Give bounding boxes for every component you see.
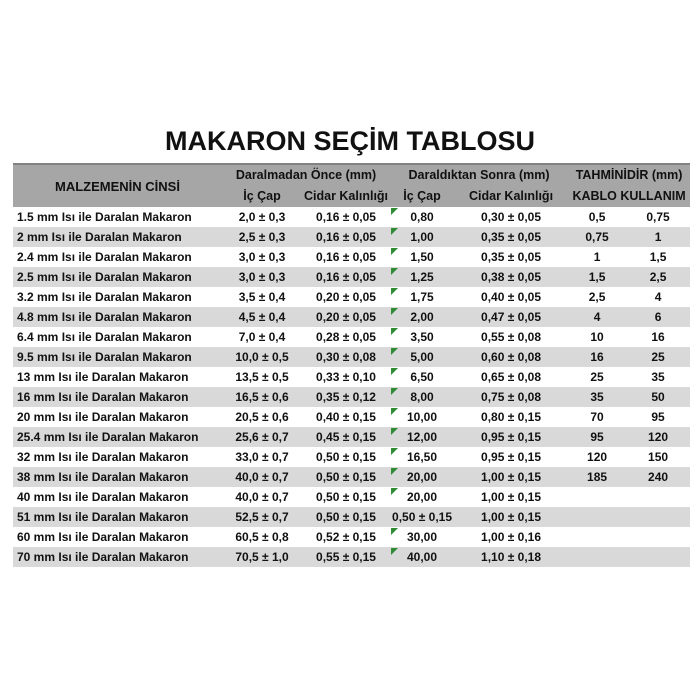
cell-corner-flag-icon bbox=[391, 268, 398, 275]
table-row bbox=[13, 327, 690, 347]
cell-corner-flag-icon bbox=[391, 348, 398, 355]
header-estimate-group: TAHMİNİDİR (mm) bbox=[568, 164, 690, 186]
material-cell: 16 mm Isı ile Daralan Makaron bbox=[13, 387, 222, 407]
table-body bbox=[13, 207, 690, 567]
cell-corner-flag-icon bbox=[391, 408, 398, 415]
table-row bbox=[13, 387, 690, 407]
cable-max-cell: 6 bbox=[626, 307, 690, 327]
material-cell: 13 mm Isı ile Daralan Makaron bbox=[17, 370, 189, 384]
before-wall-thickness-cell: 0,45 ± 0,15 bbox=[302, 427, 390, 447]
after-inner-diameter-cell: 40,00 bbox=[390, 547, 454, 567]
after-wall-thickness-cell: 0,80 ± 0,15 bbox=[481, 410, 541, 424]
after-wall-thickness-cell: 1,00 ± 0,15 bbox=[481, 490, 541, 504]
material-cell: 4.8 mm Isı ile Daralan Makaron bbox=[13, 307, 222, 327]
cable-max-cell bbox=[626, 507, 690, 527]
before-inner-diameter-cell: 52,5 ± 0,7 bbox=[222, 507, 302, 527]
table-header bbox=[13, 164, 690, 207]
before-inner-diameter-cell: 3,0 ± 0,3 bbox=[222, 267, 302, 287]
before-inner-diameter-cell: 3,5 ± 0,4 bbox=[238, 290, 286, 304]
cable-max-cell: 120 bbox=[626, 427, 690, 447]
cable-min-cell: 0,75 bbox=[568, 227, 626, 247]
cable-max-cell: 0,75 bbox=[646, 210, 670, 224]
cable-max-cell: 16 bbox=[651, 330, 665, 344]
after-wall-thickness-cell: 0,95 ± 0,15 bbox=[454, 427, 568, 447]
table-row bbox=[13, 267, 690, 287]
after-inner-diameter-cell: 30,00 bbox=[390, 527, 454, 547]
cell-corner-flag-icon bbox=[391, 488, 398, 495]
table-row bbox=[13, 527, 690, 547]
after-wall-thickness-cell: 0,55 ± 0,08 bbox=[481, 330, 541, 344]
after-wall-thickness-cell: 0,35 ± 0,05 bbox=[481, 250, 541, 264]
before-inner-diameter-cell: 7,0 ± 0,4 bbox=[238, 330, 286, 344]
after-inner-diameter-cell: 5,00 bbox=[390, 347, 454, 367]
material-cell: 60 mm Isı ile Daralan Makaron bbox=[17, 530, 189, 544]
cable-max-cell bbox=[626, 527, 690, 547]
after-wall-thickness-cell: 0,35 ± 0,05 bbox=[454, 227, 568, 247]
material-cell: 70 mm Isı ile Daralan Makaron bbox=[13, 547, 222, 567]
selection-table bbox=[13, 163, 690, 567]
cell-corner-flag-icon bbox=[391, 448, 398, 455]
cable-min-cell: 2,5 bbox=[588, 290, 606, 304]
before-wall-thickness-cell: 0,20 ± 0,05 bbox=[302, 307, 390, 327]
table-row bbox=[13, 547, 690, 567]
cable-min-cell bbox=[568, 547, 626, 567]
cell-corner-flag-icon bbox=[391, 208, 398, 215]
after-wall-thickness-cell: 0,60 ± 0,08 bbox=[454, 347, 568, 367]
table-row bbox=[13, 247, 690, 267]
after-wall-thickness-cell: 1,00 ± 0,15 bbox=[454, 467, 568, 487]
header-after-wall-thickness: Cidar Kalınlığı bbox=[454, 186, 568, 207]
table-row bbox=[13, 467, 690, 487]
before-wall-thickness-cell: 0,16 ± 0,05 bbox=[302, 267, 390, 287]
before-wall-thickness-cell: 0,16 ± 0,05 bbox=[316, 250, 376, 264]
header-cable-usage: KABLO KULLANIM bbox=[568, 186, 690, 207]
header-before-inner-diameter: İç Çap bbox=[222, 186, 302, 207]
header-after-inner-diameter: İç Çap bbox=[390, 186, 454, 207]
material-cell: 38 mm Isı ile Daralan Makaron bbox=[13, 467, 222, 487]
before-inner-diameter-cell: 2,0 ± 0,3 bbox=[238, 210, 286, 224]
cable-max-cell: 2,5 bbox=[626, 267, 690, 287]
material-cell: 9.5 mm Isı ile Daralan Makaron bbox=[13, 347, 222, 367]
after-inner-diameter-cell: 20,00 bbox=[390, 487, 454, 507]
table-row bbox=[13, 407, 690, 427]
material-cell: 32 mm Isı ile Daralan Makaron bbox=[17, 450, 189, 464]
cable-min-cell: 16 bbox=[568, 347, 626, 367]
material-cell: 40 mm Isı ile Daralan Makaron bbox=[17, 490, 189, 504]
before-inner-diameter-cell: 33,0 ± 0,7 bbox=[235, 450, 289, 464]
before-wall-thickness-cell: 0,20 ± 0,05 bbox=[316, 290, 376, 304]
cable-max-cell: 1,5 bbox=[649, 250, 667, 264]
after-inner-diameter-cell: 6,50 bbox=[390, 367, 454, 387]
cable-min-cell bbox=[568, 527, 626, 547]
table-row bbox=[13, 367, 690, 387]
cell-corner-flag-icon bbox=[391, 528, 398, 535]
before-wall-thickness-cell: 0,50 ± 0,15 bbox=[302, 507, 390, 527]
cable-max-cell: 240 bbox=[626, 467, 690, 487]
material-cell: 2.5 mm Isı ile Daralan Makaron bbox=[13, 267, 222, 287]
before-inner-diameter-cell: 20,5 ± 0,6 bbox=[235, 410, 289, 424]
material-cell: 2.4 mm Isı ile Daralan Makaron bbox=[17, 250, 192, 264]
cable-min-cell: 70 bbox=[590, 410, 604, 424]
cable-min-cell: 25 bbox=[590, 370, 604, 384]
before-inner-diameter-cell: 40,0 ± 0,7 bbox=[235, 490, 289, 504]
before-wall-thickness-cell: 0,40 ± 0,15 bbox=[316, 410, 376, 424]
after-wall-thickness-cell: 0,40 ± 0,05 bbox=[481, 290, 541, 304]
header-before-group: Daralmadan Önce (mm) bbox=[222, 164, 390, 186]
after-inner-diameter-cell: 16,50 bbox=[390, 447, 454, 467]
material-cell: 51 mm Isı ile Daralan Makaron bbox=[13, 507, 222, 527]
table-row bbox=[13, 507, 690, 527]
before-wall-thickness-cell: 0,16 ± 0,05 bbox=[302, 227, 390, 247]
cell-corner-flag-icon bbox=[391, 388, 398, 395]
cable-min-cell: 1,5 bbox=[568, 267, 626, 287]
cable-max-cell bbox=[626, 487, 690, 507]
cable-min-cell: 10 bbox=[590, 330, 604, 344]
after-wall-thickness-cell: 0,65 ± 0,08 bbox=[481, 370, 541, 384]
header-after-group: Daraldıktan Sonra (mm) bbox=[390, 164, 568, 186]
after-inner-diameter-cell: 1,00 bbox=[390, 227, 454, 247]
before-inner-diameter-cell: 3,0 ± 0,3 bbox=[238, 250, 286, 264]
before-wall-thickness-cell: 0,28 ± 0,05 bbox=[316, 330, 376, 344]
after-wall-thickness-cell: 0,95 ± 0,15 bbox=[481, 450, 541, 464]
material-cell: 6.4 mm Isı ile Daralan Makaron bbox=[17, 330, 192, 344]
cable-max-cell bbox=[626, 547, 690, 567]
after-inner-diameter-cell: 20,00 bbox=[390, 467, 454, 487]
cable-min-cell: 4 bbox=[568, 307, 626, 327]
before-wall-thickness-cell: 0,50 ± 0,15 bbox=[302, 467, 390, 487]
cable-min-cell: 35 bbox=[568, 387, 626, 407]
cell-corner-flag-icon bbox=[391, 328, 398, 335]
table-row bbox=[13, 487, 690, 507]
after-inner-diameter-cell: 1,75 bbox=[390, 287, 454, 307]
cable-max-cell: 50 bbox=[626, 387, 690, 407]
cable-min-cell: 0,5 bbox=[588, 210, 606, 224]
table-row bbox=[13, 427, 690, 447]
cell-corner-flag-icon bbox=[391, 308, 398, 315]
header-before-wall-thickness: Cidar Kalınlığı bbox=[302, 186, 390, 207]
before-wall-thickness-cell: 0,30 ± 0,08 bbox=[302, 347, 390, 367]
table-row bbox=[13, 287, 690, 307]
after-wall-thickness-cell: 1,00 ± 0,16 bbox=[481, 530, 541, 544]
cable-max-cell: 95 bbox=[651, 410, 665, 424]
cable-max-cell: 150 bbox=[648, 450, 669, 464]
material-cell: 3.2 mm Isı ile Daralan Makaron bbox=[17, 290, 192, 304]
before-wall-thickness-cell: 0,50 ± 0,15 bbox=[316, 450, 376, 464]
after-inner-diameter-cell: 10,00 bbox=[390, 407, 454, 427]
after-wall-thickness-cell: 0,30 ± 0,05 bbox=[481, 210, 541, 224]
cable-min-cell: 1 bbox=[593, 250, 601, 264]
before-inner-diameter-cell: 2,5 ± 0,3 bbox=[222, 227, 302, 247]
cable-max-cell: 4 bbox=[654, 290, 662, 304]
cell-corner-flag-icon bbox=[391, 228, 398, 235]
table-row bbox=[13, 347, 690, 367]
before-wall-thickness-cell: 0,55 ± 0,15 bbox=[302, 547, 390, 567]
before-inner-diameter-cell: 4,5 ± 0,4 bbox=[222, 307, 302, 327]
after-inner-diameter-cell: 3,50 bbox=[390, 327, 454, 347]
page-title: MAKARON SEÇİM TABLOSU bbox=[165, 126, 535, 156]
cable-min-cell: 185 bbox=[568, 467, 626, 487]
cable-max-cell: 35 bbox=[651, 370, 665, 384]
cell-corner-flag-icon bbox=[391, 548, 398, 555]
after-inner-diameter-cell: 0,50 ± 0,15 bbox=[390, 507, 454, 527]
cable-min-cell bbox=[568, 487, 626, 507]
before-inner-diameter-cell: 10,0 ± 0,5 bbox=[222, 347, 302, 367]
material-cell: 2 mm Isı ile Daralan Makaron bbox=[13, 227, 222, 247]
table-row bbox=[13, 447, 690, 467]
cable-min-cell: 120 bbox=[587, 450, 608, 464]
after-wall-thickness-cell: 0,38 ± 0,05 bbox=[454, 267, 568, 287]
material-cell: 25.4 mm Isı ile Daralan Makaron bbox=[13, 427, 222, 447]
after-inner-diameter-cell: 2,00 bbox=[390, 307, 454, 327]
before-wall-thickness-cell: 0,50 ± 0,15 bbox=[316, 490, 376, 504]
after-inner-diameter-cell: 1,50 bbox=[390, 247, 454, 267]
after-inner-diameter-cell: 8,00 bbox=[390, 387, 454, 407]
cell-corner-flag-icon bbox=[391, 468, 398, 475]
after-wall-thickness-cell: 1,10 ± 0,18 bbox=[454, 547, 568, 567]
before-inner-diameter-cell: 70,5 ± 1,0 bbox=[222, 547, 302, 567]
before-wall-thickness-cell: 0,33 ± 0,10 bbox=[316, 370, 376, 384]
cable-max-cell: 1 bbox=[626, 227, 690, 247]
after-inner-diameter-cell: 1,25 bbox=[390, 267, 454, 287]
before-wall-thickness-cell: 0,52 ± 0,15 bbox=[316, 530, 376, 544]
material-cell: 20 mm Isı ile Daralan Makaron bbox=[17, 410, 189, 424]
before-inner-diameter-cell: 13,5 ± 0,5 bbox=[235, 370, 289, 384]
cell-corner-flag-icon bbox=[391, 248, 398, 255]
after-wall-thickness-cell: 0,47 ± 0,05 bbox=[454, 307, 568, 327]
table-row bbox=[13, 307, 690, 327]
before-inner-diameter-cell: 60,5 ± 0,8 bbox=[235, 530, 289, 544]
material-cell: 1.5 mm Isı ile Daralan Makaron bbox=[17, 210, 192, 224]
header-material: MALZEMENİN CİNSİ bbox=[13, 164, 222, 207]
after-wall-thickness-cell: 0,75 ± 0,08 bbox=[454, 387, 568, 407]
before-inner-diameter-cell: 16,5 ± 0,6 bbox=[222, 387, 302, 407]
before-wall-thickness-cell: 0,35 ± 0,12 bbox=[302, 387, 390, 407]
after-wall-thickness-cell: 1,00 ± 0,15 bbox=[454, 507, 568, 527]
cell-corner-flag-icon bbox=[391, 428, 398, 435]
before-inner-diameter-cell: 25,6 ± 0,7 bbox=[222, 427, 302, 447]
after-inner-diameter-cell: 0,80 bbox=[390, 207, 454, 227]
cell-corner-flag-icon bbox=[391, 368, 398, 375]
cable-min-cell bbox=[568, 507, 626, 527]
cable-max-cell: 25 bbox=[626, 347, 690, 367]
table-row bbox=[13, 207, 690, 227]
cable-min-cell: 95 bbox=[568, 427, 626, 447]
after-inner-diameter-cell: 12,00 bbox=[390, 427, 454, 447]
cell-corner-flag-icon bbox=[391, 288, 398, 295]
before-wall-thickness-cell: 0,16 ± 0,05 bbox=[316, 210, 376, 224]
before-inner-diameter-cell: 40,0 ± 0,7 bbox=[222, 467, 302, 487]
table-row bbox=[13, 227, 690, 247]
